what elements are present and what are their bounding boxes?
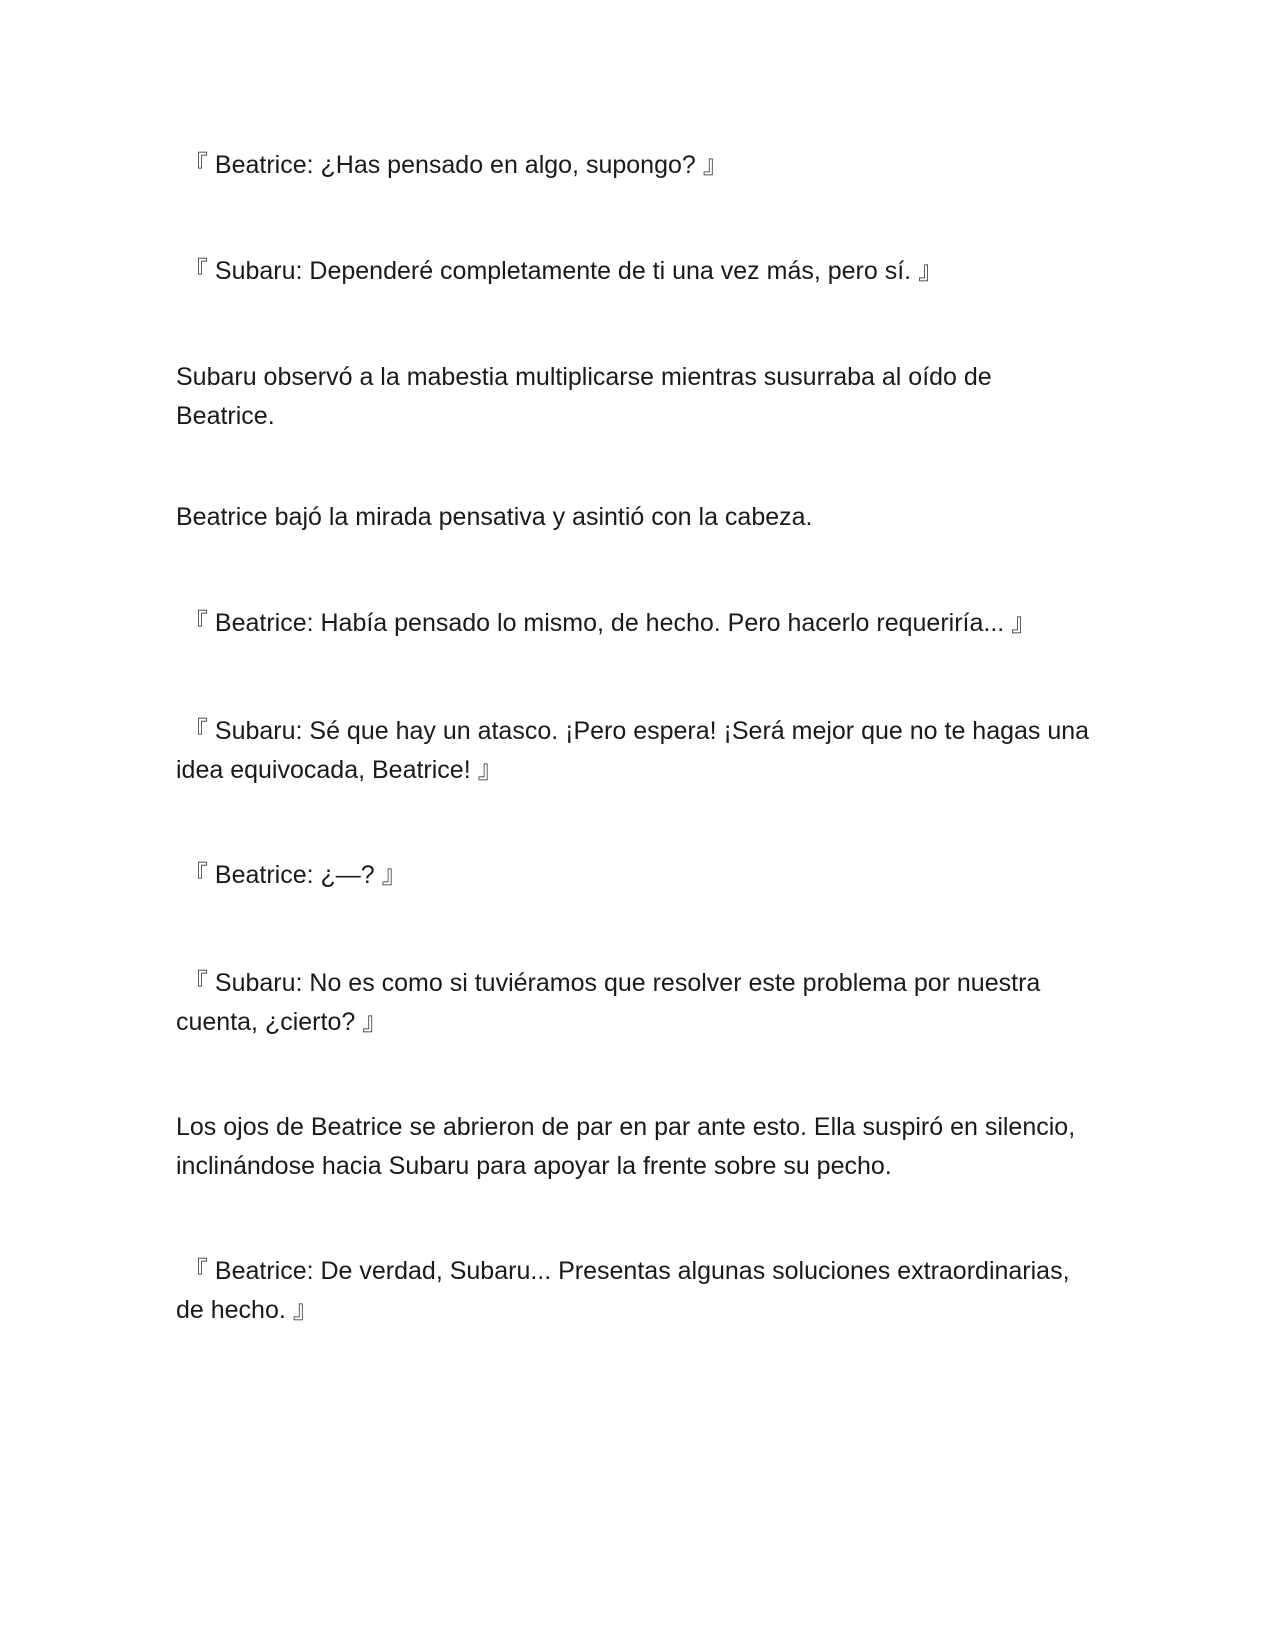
dialogue-line-subaru: 『 Subaru: Dependeré completamente de ti una vez más, pero sí. 』 xyxy=(176,257,944,285)
narration-paragraph: Subaru observó a la mabestia multiplicarse mientras susurraba al oído de Beatrice. xyxy=(176,363,992,430)
narration-paragraph: Beatrice bajó la mirada pensativa y asintió con la cabeza. xyxy=(176,503,813,531)
dialogue-line-subaru: 『 Subaru: No es como si tuviéramos que resolver este problema por nuestra cuenta, ¿cierto? 』 xyxy=(176,969,1041,1036)
dialogue-line-beatrice: 『 Beatrice: ¿—? 』 xyxy=(176,861,407,889)
dialogue-line-subaru: 『 Subaru: Sé que hay un atasco. ¡Pero espera! ¡Será mejor que no te hagas una idea equivocada, Beatrice! 』 xyxy=(176,717,1090,784)
dialogue-line-beatrice: 『 Beatrice: De verdad, Subaru... Presentas algunas soluciones extraordinarias, de hecho. 』 xyxy=(176,1257,1070,1324)
narration-paragraph: Los ojos de Beatrice se abrieron de par en par ante esto. Ella suspiró en silencio, inclinándose hacia Subaru para apoyar la frente sobre su pecho. xyxy=(176,1113,1076,1180)
dialogue-line-beatrice: 『 Beatrice: ¿Has pensado en algo, supongo? 』 xyxy=(176,151,728,179)
dialogue-line-beatrice: 『 Beatrice: Había pensado lo mismo, de hecho. Pero hacerlo requeriría... 』 xyxy=(176,609,1037,637)
